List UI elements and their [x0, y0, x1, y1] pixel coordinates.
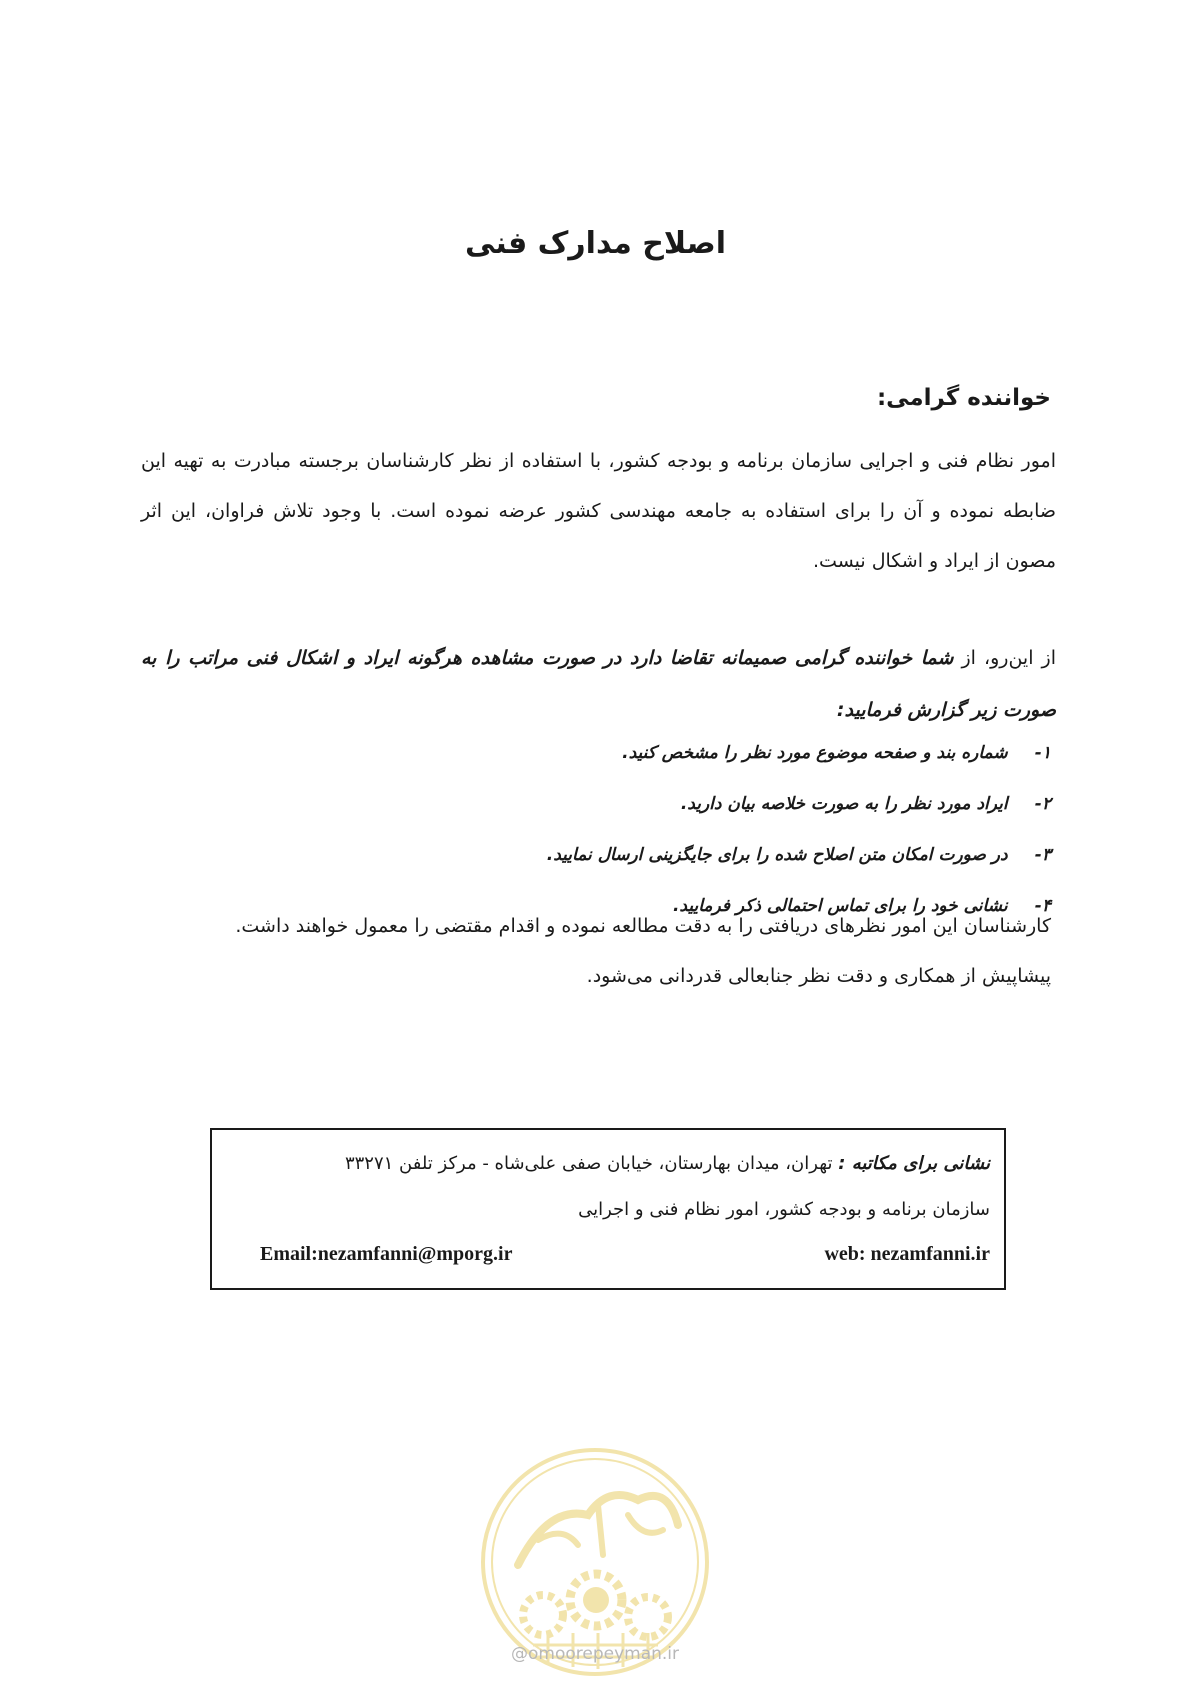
list-item [547, 728, 1051, 779]
intro-paragraph: امور نظام فنی و اجرایی سازمان برنامه و بودجه کشور، با استفاده از نظر کارشناسان برجسته مبادرت به تهیه این ضابطه نموده و آن را برای استفاده به جامعه مهندسی کشور عرضه نموده است. با وجود تلاش فراوان، این اثر مصون از ایراد و اشکال نیست. [141, 450, 1056, 572]
request-emphasis: شما خواننده گرامی صمیمانه تقاضا دارد در صورت مشاهده هرگونه ایراد و اشکال فنی مراتب را به صورت زیر گزارش فرمایید: [141, 647, 1056, 721]
website-link[interactable]: web: nezamfanni.ir [824, 1243, 990, 1265]
watermark-site: @omoorepeyman.ir [510, 1644, 680, 1664]
list-number: ۳- [1034, 845, 1051, 865]
email-link[interactable]: Email:nezamfanni@mporg.ir [260, 1243, 513, 1265]
request-paragraph [141, 632, 1056, 736]
list-text: در صورت امکان متن اصلاح شده را برای جایگزینی ارسال نمایید. [546, 845, 1008, 865]
request-prefix: از این‌رو، از [953, 647, 1056, 669]
contact-organization: سازمان برنامه و بودجه کشور، امور نظام فنی و اجرایی [578, 1199, 990, 1220]
list-number: ۴- [1034, 896, 1051, 916]
list-number: ۲- [1034, 794, 1051, 814]
contact-address-line [345, 1150, 990, 1178]
page-title: اصلاح مدارک فنی [465, 226, 726, 261]
list-text: ایراد مورد نظر را به صورت خلاصه بیان دارید. [680, 794, 1008, 814]
contact-address: تهران، میدان بهارستان، خیابان صفی علی‌شاه - مرکز تلفن ۳۳۲۷۱ [344, 1153, 839, 1174]
list-item [547, 779, 1051, 830]
contact-label: نشانی برای مکاتبه : [838, 1153, 990, 1174]
list-item [547, 830, 1051, 881]
instructions-list [547, 728, 1051, 932]
list-text: شماره بند و صفحه موضوع مورد نظر را مشخص کنید. [622, 743, 1008, 763]
contact-box [210, 1128, 1006, 1290]
salutation: خواننده گرامی: [876, 385, 1051, 411]
list-text: نشانی خود را برای تماس احتمالی ذکر فرمایید. [672, 896, 1008, 916]
closing-line-1: کارشناسان این امور نظرهای دریافتی را به دقت مطالعه نموده و اقدام مقتضی را معمول خواهند داشت. [235, 915, 1051, 937]
closing-line-2: پیشاپیش از همکاری و دقت نظر جنابعالی قدردانی می‌شود. [586, 965, 1051, 987]
list-number: ۱- [1034, 743, 1051, 763]
